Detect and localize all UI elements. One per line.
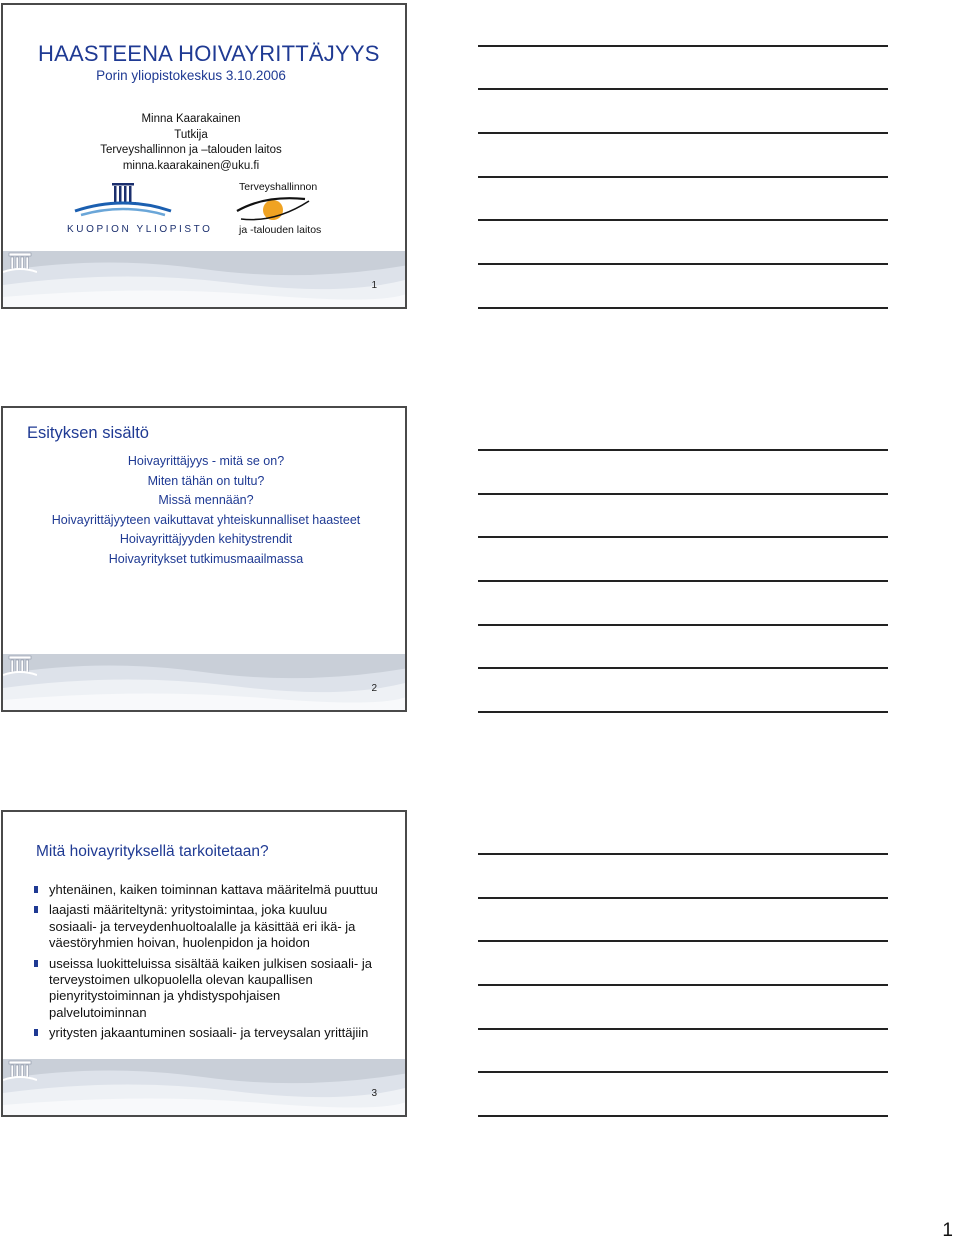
- bullet-item: yritysten jakaantuminen sosiaali- ja terveysalan yrittäjiin: [33, 1025, 378, 1041]
- author-role: Tutkija: [174, 128, 208, 141]
- slide-3-heading: Mitä hoivayrityksellä tarkoitetaan?: [36, 843, 269, 860]
- author-department: Terveyshallinnon ja –talouden laitos: [100, 144, 282, 157]
- department-logo-subtitle: ja -talouden laitos: [239, 224, 322, 236]
- note-line: [478, 853, 888, 855]
- footer-band: [3, 1059, 405, 1115]
- note-line: [478, 45, 888, 47]
- note-line: [478, 667, 888, 669]
- author-email: minna.kaarakainen@uku.fi: [122, 159, 260, 172]
- note-line: [478, 624, 888, 626]
- note-line: [478, 984, 888, 986]
- footer-logo-icon: [3, 251, 37, 275]
- note-line: [478, 1028, 888, 1030]
- footer-wave-decoration: [3, 1059, 405, 1115]
- slide-2: [1, 406, 407, 712]
- contents-list: [3, 452, 407, 570]
- author-info: [3, 112, 379, 174]
- footer-band: [3, 654, 405, 710]
- list-item: Missä mennään?: [158, 493, 254, 508]
- definition-bullets: [33, 882, 378, 1046]
- list-item: Hoivayrittäjyyden kehitystrendit: [119, 532, 293, 547]
- note-line: [478, 263, 888, 265]
- list-item: Miten tähän on tultu?: [147, 473, 265, 488]
- page-number: 1: [942, 1220, 953, 1241]
- list-item: Hoivayritykset tutkimusmaailmassa: [108, 551, 304, 566]
- note-line: [478, 449, 888, 451]
- footer-wave-decoration: [3, 251, 405, 307]
- slide-1: [1, 3, 407, 309]
- slide-number: 3: [371, 1088, 377, 1099]
- slide-2-heading: Esityksen sisältö: [27, 424, 149, 442]
- note-line: [478, 940, 888, 942]
- note-line: [478, 307, 888, 309]
- bullet-item: useissa luokitteluissa sisältää kaiken julkisen sosiaali- ja terveystoimen ulkopuolella olevan kaupallisen pienyritystoiminnan ja yhdistyspohjaisen palvelutoiminnan: [33, 956, 378, 1022]
- note-line: [478, 132, 888, 134]
- slide-3: [1, 810, 407, 1117]
- slide-number: 1: [371, 280, 377, 291]
- list-item: Hoivayrittäjyyteen vaikuttavat yhteiskunnalliset haasteet: [51, 512, 361, 527]
- note-line: [478, 897, 888, 899]
- author-name: Minna Kaarakainen: [141, 113, 241, 125]
- note-line: [478, 493, 888, 495]
- note-line: [478, 1115, 888, 1117]
- university-logo-text: KUOPION YLIOPISTO: [67, 224, 213, 235]
- note-line: [478, 536, 888, 538]
- note-line: [478, 219, 888, 221]
- note-line: [478, 88, 888, 90]
- list-item: Hoivayrittäjyys - mitä se on?: [127, 454, 285, 468]
- note-line: [478, 580, 888, 582]
- footer-logo-icon: [3, 654, 37, 678]
- footer-logo-icon: [3, 1059, 37, 1083]
- slide-number: 2: [371, 683, 377, 694]
- bullet-item: yhtenäinen, kaiken toiminnan kattava määritelmä puuttuu: [33, 882, 378, 898]
- note-line: [478, 1071, 888, 1073]
- university-logo-icon: [67, 181, 179, 221]
- department-logo-title: Terveyshallinnon: [239, 181, 318, 193]
- note-line: [478, 176, 888, 178]
- slide-1-title: HAASTEENA HOIVAYRITTÄJYYS: [38, 41, 380, 66]
- footer-band: [3, 251, 405, 307]
- footer-wave-decoration: [3, 654, 405, 710]
- bullet-item: laajasti määriteltynä: yritystoimintaa, joka kuuluu sosiaali- ja terveydenhuoltoalalle ja käsittää eri ikä- ja väestöryhmien hoivan, huolenpidon ja hoidon: [33, 902, 378, 951]
- slide-1-subtitle: Porin yliopistokeskus 3.10.2006: [96, 68, 286, 83]
- note-line: [478, 711, 888, 713]
